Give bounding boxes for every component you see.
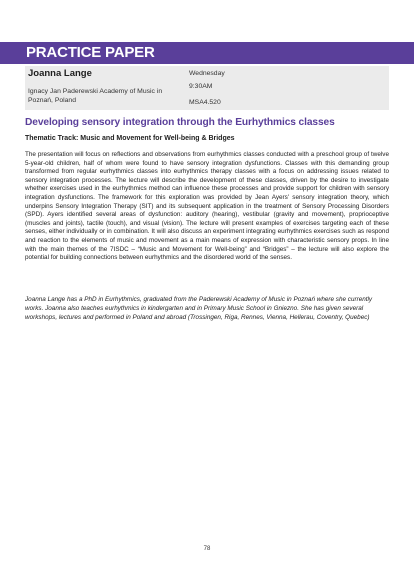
paper-title: Developing sensory integration through the Eurhythmics classes <box>25 117 335 128</box>
section-title: PRACTICE PAPER <box>26 44 155 61</box>
section-banner <box>0 42 414 64</box>
paper-abstract: The presentation will focus on reflections and observations from eurhythmics classes conducted with a preschool group of twelve 5-year-old children, half of whom were found to have sensory integration dysfunctions. Classes with this demanding group transformed from regular eurhythmics classes into eurhythmics therapy classes with a focus on addressing issues related to sensory integration processes. The lecture will describe the development of these classes, driven by the desire to investigate whether exercises used in the eurhythmics method can influence these processes and provide support for children with sensory integration dysfunctions. The framework for this exploration was provided by Jean Ayers' sensory integration theory, which underpins Sensory Integration Therapy (SIT) and its subsequent application in the treatment of Sensory Processing Disorders (SPD). Ayers identified several areas of dysfunction: auditory (hearing), vestibular (gravity and movement), proprioceptive (muscles and joints), tactile (touch), and visual (vision). The lecture will present examples of exercises targeting each of these senses, either individually or in combination. It will also discuss an experiment integrating eurhythmics exercises such as respond and reaction to the elements of music and movement as a main means of expression with characteristic sensory props. In line with the main themes of the 7ISDC – “Music and Movement for Well-being” and “Bridges” – the lecture will also explore the potential for building connections between eurhythmics and the disordered world of the senses. <box>25 151 389 262</box>
author-affiliation: Ignacy Jan Paderewski Academy of Music in Poznań, Poland <box>28 88 163 104</box>
thematic-track: Thematic Track: Music and Movement for Well-being & Bridges <box>25 135 235 142</box>
session-time: 9:30AM <box>189 83 213 90</box>
session-room: MSA4.520 <box>189 99 221 106</box>
session-day: Wednesday <box>189 70 225 77</box>
session-info-box <box>25 66 389 110</box>
author-name: Joanna Lange <box>28 68 92 79</box>
author-bio: Joanna Lange has a PhD in Eurhythmics, graduated from the Paderewski Academy of Music in Poznań where she currently works. Joanna also teaches eurhythmics in kindergarten and in Primary Music School in Gniezno. She has given several workshops, lectures and performed in Poland and abroad (Trossingen, Riga, Rennes, Vienna, Hellerau, Coventry, Quebec) <box>25 296 373 321</box>
page-number: 78 <box>203 546 211 552</box>
